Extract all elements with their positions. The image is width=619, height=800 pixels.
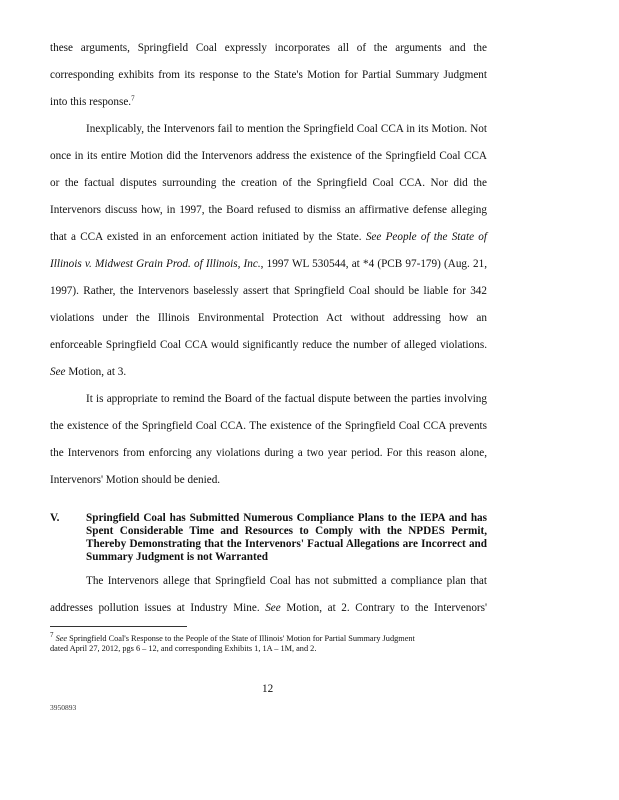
section-heading-line: Summary Judgment is not Warranted xyxy=(86,551,268,563)
section-heading-line: Springfield Coal has Submitted Numerous Compliance Plans to the IEPA and has xyxy=(86,512,487,524)
body-line: once in its entire Motion did the Intervenors address the existence of the Springfield Coal CCA xyxy=(50,150,487,162)
body-line: Inexplicably, the Intervenors fail to mention the Springfield Coal CCA in its Motion. Not xyxy=(86,123,487,135)
body-line: or the factual disputes surrounding the creation of the Springfield Coal CCA. Nor did the xyxy=(50,177,487,189)
footnote-ref: 7 xyxy=(131,94,135,103)
footnote-line: $^7$ See Springfield Coal's Response to the People of the State of Illinois' Motion for Partial Summary Judgment xyxy=(50,631,415,643)
footnote-separator xyxy=(50,626,187,627)
page-number: 12 xyxy=(262,683,274,695)
body-line: Intervenors' Motion should be denied. xyxy=(50,474,221,486)
body-line: See Motion, at 3. xyxy=(50,366,127,378)
body-line: The Intervenors allege that Springfield Coal has not submitted a compliance plan that xyxy=(86,575,487,587)
citation-italic: See People of the State of xyxy=(365,231,488,243)
body-line: It is appropriate to remind the Board of the factual dispute between the parties involving xyxy=(86,393,487,405)
document-id: 3950893 xyxy=(50,703,77,712)
body-line: these arguments, Springfield Coal expressly incorporates all of the arguments and the xyxy=(50,42,487,54)
footnote-line: dated April 27, 2012, pgs 6 – 12, and corresponding Exhibits 1, 1A – 1M, and 2. xyxy=(50,644,317,653)
body-line: corresponding exhibits from its response to the State's Motion for Partial Summary Judgment xyxy=(50,69,487,81)
section-heading-line: Spent Considerable Time and Resources to Comply with the NPDES Permit, xyxy=(86,525,487,537)
body-line: Intervenors discuss how, in 1997, the Board refused to dismiss an affirmative defense alleging xyxy=(50,204,487,216)
body-line: enforceable Springfield Coal CCA would significantly reduce the number of alleged violations. xyxy=(50,339,487,351)
section-number: V. xyxy=(50,512,60,524)
body-line: the Intervenors from enforcing any violations during a two year period. For this reason alone, xyxy=(50,447,487,459)
body-line: Illinois v. Midwest Grain Prod. of Illinois, Inc., 1997 WL 530544, at *4 (PCB 97-179) (Aug. 21, xyxy=(50,258,487,270)
body-line: that a CCA existed in an enforcement action initiated by the State. See People of the State of xyxy=(50,231,488,243)
citation-italic: Illinois v. Midwest Grain Prod. of Illinois, Inc. xyxy=(50,258,261,270)
section-heading-line: Thereby Demonstrating that the Intervenors' Factual Allegations are Incorrect and xyxy=(86,538,487,550)
body-line: into this response.$^7$ xyxy=(50,94,135,108)
body-line: the existence of the Springfield Coal CCA. The existence of the Springfield Coal CCA prevents xyxy=(50,420,487,432)
body-line: addresses pollution issues at Industry Mine. See Motion, at 2. Contrary to the Intervenors' xyxy=(50,602,488,614)
body-line: 1997). Rather, the Intervenors baselessly assert that Springfield Coal should be liable for 342 xyxy=(50,285,487,297)
body-line: violations under the Illinois Environmental Protection Act without addressing how an xyxy=(50,312,487,324)
